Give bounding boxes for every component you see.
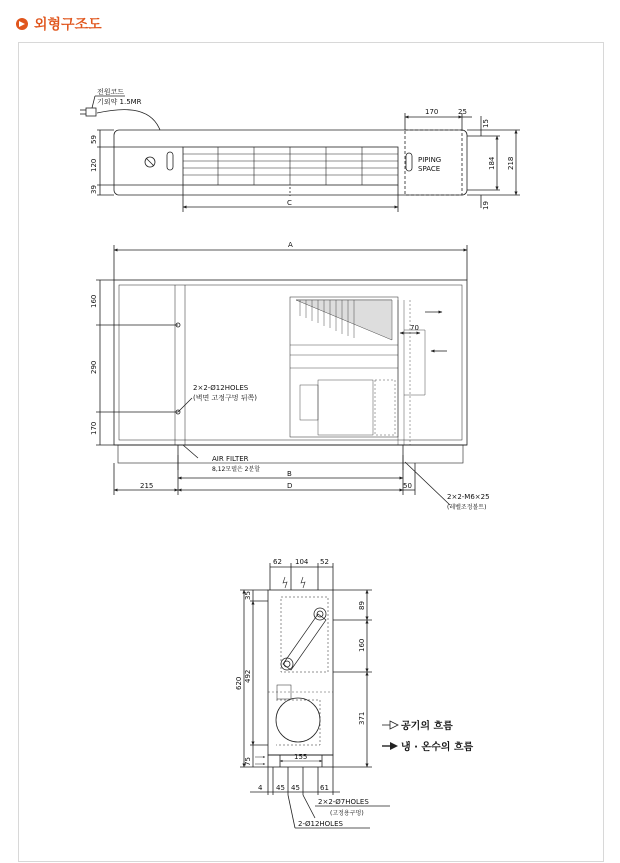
grille — [183, 147, 398, 185]
dim-371: 371 — [358, 711, 366, 725]
dim-45-b: 45 — [291, 784, 300, 792]
dim-160-side: 160 — [358, 638, 366, 652]
unit-body-front — [114, 280, 467, 445]
section-title: 외형구조도 — [34, 17, 102, 33]
dim-52: 52 — [320, 558, 329, 566]
dim-290-front: 290 — [90, 360, 98, 374]
legend-water-flow — [382, 740, 474, 753]
legend — [382, 719, 474, 753]
legend-air-flow — [382, 719, 453, 732]
bolt-label-1: 2×2-M6×25 — [447, 493, 490, 501]
air-filter-note: 8,12모델은 2분할 — [212, 466, 261, 473]
power-cord — [97, 110, 160, 130]
solid-arrow-icon — [390, 742, 398, 750]
dim-89: 89 — [358, 601, 366, 610]
svg-text:공기의 흐름: 공기의 흐름 — [401, 721, 453, 732]
dim-a: A — [288, 241, 293, 249]
cord-label-2: 기외약 1.5MR — [97, 98, 142, 106]
dim-155: 155 — [294, 753, 308, 761]
holes-label-2: (벽면 고정구멍 뒤쪽) — [193, 394, 258, 402]
dim-62: 62 — [273, 558, 282, 566]
dim-184: 184 — [488, 156, 496, 170]
plug-icon — [86, 108, 96, 116]
holes7-label-1: 2×2-Ø7HOLES — [318, 798, 369, 806]
cord-label-1: 전원코드 — [97, 88, 125, 96]
dim-59: 59 — [90, 135, 98, 144]
hollow-arrow-icon — [390, 721, 398, 729]
dim-160-front: 160 — [90, 294, 98, 308]
air-filter-label: AIR FILTER — [212, 455, 249, 463]
dim-45-a: 45 — [276, 784, 285, 792]
dim-120: 120 — [90, 158, 98, 172]
holes-label-1: 2×2-Ø12HOLES — [193, 384, 249, 392]
holes7-label-2: (고정용구멍) — [330, 810, 364, 817]
dim-35: 35 — [244, 591, 252, 600]
dim-4: 4 — [258, 784, 263, 792]
dim-75: 75 — [244, 757, 252, 766]
bolt-label-2: (레벨조정볼트) — [447, 504, 487, 511]
dim-104: 104 — [295, 558, 309, 566]
top-view — [80, 96, 520, 212]
dim-d: D — [287, 482, 293, 490]
dim-39: 39 — [90, 185, 98, 194]
dim-61: 61 — [320, 784, 329, 792]
piping-space-2: SPACE — [418, 165, 441, 173]
dim-170-top: 170 — [425, 108, 439, 116]
dim-215: 215 — [140, 482, 154, 490]
dim-70: 70 — [410, 324, 419, 332]
side-view — [240, 563, 390, 828]
dim-c: C — [287, 199, 292, 207]
dim-15: 15 — [482, 119, 490, 128]
dim-b: B — [287, 470, 292, 478]
dim-492: 492 — [244, 669, 252, 683]
front-view — [96, 245, 467, 505]
dim-620: 620 — [235, 676, 243, 690]
piping-space-1: PIPING — [418, 156, 442, 164]
svg-text:냉 · 온수의 흐름: 냉 · 온수의 흐름 — [401, 742, 474, 753]
dim-170-front: 170 — [90, 421, 98, 435]
holes12-label: 2-Ø12HOLES — [298, 820, 343, 828]
dim-50: 50 — [403, 482, 412, 490]
dim-19: 19 — [482, 201, 490, 210]
dim-25: 25 — [458, 108, 467, 116]
fan-icon — [276, 698, 320, 742]
dim-218: 218 — [507, 156, 515, 170]
